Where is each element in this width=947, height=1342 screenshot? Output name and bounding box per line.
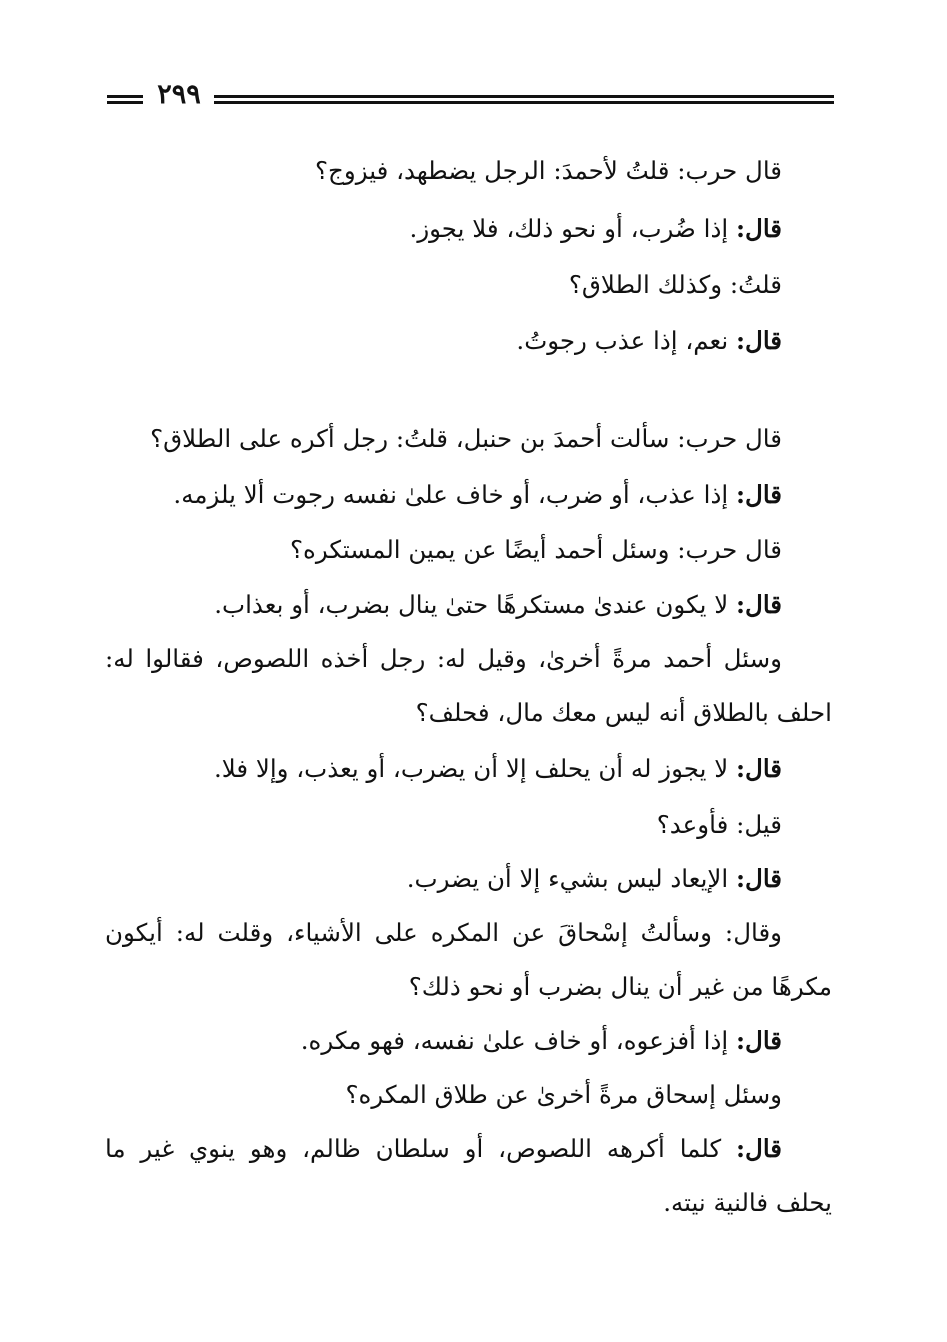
text-line: [105, 637, 782, 681]
speaker-label: قال:: [735, 326, 782, 355]
speaker-label: قال:: [735, 1026, 782, 1055]
line-text: وقال: وسألتُ إسْحاقَ عن المكره على الأشياء، وقلت له: أيكون: [105, 918, 782, 947]
header-rule-long-top: [214, 95, 834, 98]
text-line: [105, 473, 782, 517]
text-line: [105, 417, 782, 461]
line-text: قال حرب: قلتُ لأحمدَ: الرجل يضطهد، فيزوج؟: [315, 156, 782, 185]
text-line: [105, 319, 782, 363]
text-line: [105, 1073, 782, 1117]
line-text: قال حرب: سألت أحمدَ بن حنبل، قلتُ: رجل أكره على الطلاق؟: [150, 424, 782, 453]
text-line: [105, 1181, 832, 1225]
speaker-label: قال:: [735, 864, 782, 893]
text-line: [105, 1019, 782, 1063]
line-text: احلف بالطلاق أنه ليس معك مال، فحلف؟: [415, 698, 832, 727]
speaker-label: قال:: [735, 754, 782, 783]
speaker-label: قال:: [735, 590, 782, 619]
line-text: وسئل إسحاق مرةً أخرىٰ عن طلاق المكره؟: [345, 1080, 782, 1109]
header-rule-short-top: [107, 95, 143, 98]
line-text: كلما أكرهه اللصوص، أو سلطان ظالم، وهو ينوي غير ما: [105, 1134, 736, 1163]
header-rule-short-bottom: [107, 101, 143, 104]
line-text: إذا أفزعوه، أو خاف علىٰ نفسه، فهو مكره.: [300, 1026, 736, 1055]
line-text: قيل: فأوعد؟: [656, 810, 782, 839]
header-rule-long-bottom: [214, 101, 834, 104]
text-line: [105, 965, 832, 1009]
text-line: [105, 911, 782, 955]
text-line: [105, 583, 782, 627]
page-number: ٢٩٩: [157, 79, 201, 110]
line-text: وسئل أحمد مرةً أخرىٰ، وقيل له: رجل أخذه اللصوص، فقالوا له:: [105, 644, 782, 673]
text-line: [105, 857, 782, 901]
speaker-label: قال:: [735, 214, 782, 243]
line-text: مكرهًا من غير أن ينال بضرب أو نحو ذلك؟: [408, 972, 832, 1001]
line-text: يحلف فالنية نيته.: [663, 1188, 832, 1217]
line-text: إذا ضُرب، أو نحو ذلك، فلا يجوز.: [409, 214, 736, 243]
text-line: [105, 747, 782, 791]
text-line: [105, 803, 782, 847]
line-text: نعم، إذا عذب رجوتُ.: [516, 326, 736, 355]
line-text: قلتُ: وكذلك الطلاق؟: [568, 270, 782, 299]
text-line: [105, 528, 782, 572]
text-line: [105, 1127, 782, 1171]
body-text: [105, 145, 832, 1255]
text-line: [105, 691, 832, 735]
line-text: لا يجوز له أن يحلف إلا أن يضرب، أو يعذب، وإلا فلا.: [213, 754, 736, 783]
page-header: [0, 0, 947, 120]
text-line: [105, 263, 782, 307]
text-line: [105, 207, 782, 251]
line-text: لا يكون عندىٰ مستكرهًا حتىٰ ينال بضرب، أو بعذاب.: [214, 590, 736, 619]
line-text: قال حرب: وسئل أحمد أيضًا عن يمين المستكره؟: [290, 535, 782, 564]
text-line: [105, 149, 782, 193]
speaker-label: قال:: [735, 1134, 782, 1163]
line-text: إذا عذب، أو ضرب، أو خاف علىٰ نفسه رجوت ألا يلزمه.: [173, 480, 736, 509]
line-text: الإيعاد ليس بشيء إلا أن يضرب.: [406, 864, 736, 893]
speaker-label: قال:: [735, 480, 782, 509]
